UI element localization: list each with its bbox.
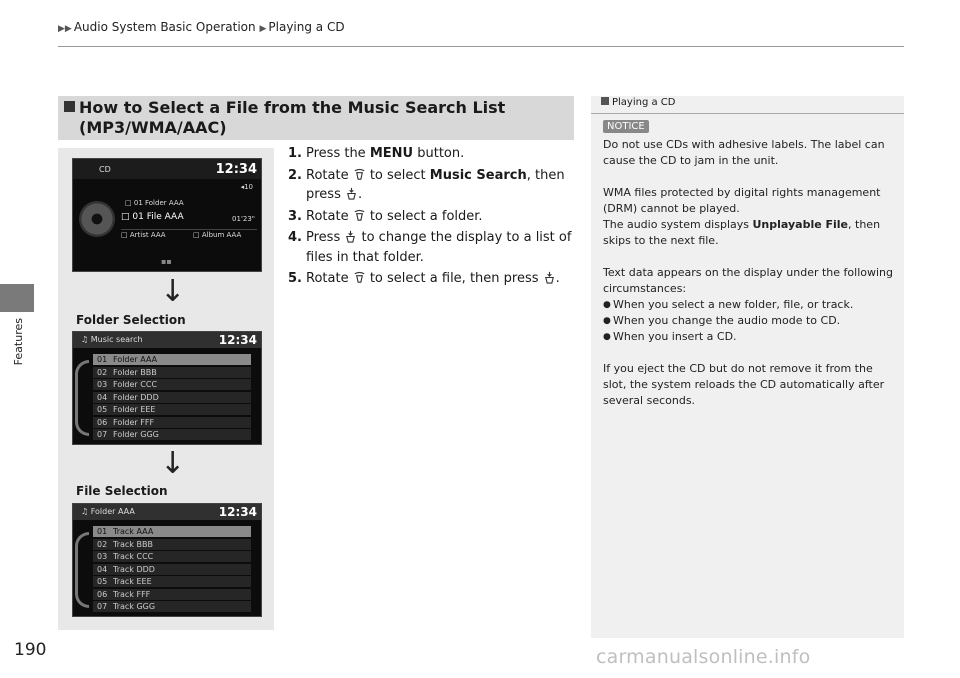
item-number: 02 xyxy=(97,539,108,549)
list-item[interactable] xyxy=(93,404,251,415)
step-text: files in that folder. xyxy=(306,249,424,265)
step-5 xyxy=(288,269,578,289)
note-paragraph: Do not use CDs with adhesive labels. The label can cause the CD to jam in the unit. xyxy=(603,138,885,167)
unplayable-file-label: Unplayable File xyxy=(752,218,849,231)
album-line xyxy=(193,231,241,239)
list-item[interactable] xyxy=(93,589,251,600)
artist-icon: □ xyxy=(121,231,128,239)
item-label: Folder AAA xyxy=(113,355,158,364)
folder-line xyxy=(125,199,184,207)
track-time: 01'23" xyxy=(232,215,255,223)
track-list-screen xyxy=(72,503,262,617)
rotate-knob-icon xyxy=(353,209,366,222)
folder-selection-caption: Folder Selection xyxy=(76,313,186,327)
screen-title xyxy=(81,335,143,344)
rotate-knob-icon xyxy=(353,271,366,284)
file-line xyxy=(121,212,184,222)
folder-name: 01 Folder AAA xyxy=(133,199,184,207)
step-text: Press the xyxy=(306,146,370,161)
file-selection-caption: File Selection xyxy=(76,484,168,498)
rotate-knob-icon xyxy=(353,168,366,181)
step-text: Press xyxy=(306,230,345,245)
item-number: 06 xyxy=(97,589,108,599)
page-number: 190 xyxy=(14,640,47,660)
note-paragraph: Text data appears on the display under the following circumstances: xyxy=(603,266,893,295)
step-number: 4. xyxy=(288,230,302,245)
album-name: Album AAA xyxy=(201,231,242,239)
volume-level: 10 xyxy=(244,183,253,191)
header-divider xyxy=(58,46,904,47)
item-label: Folder CCC xyxy=(113,380,158,389)
breadcrumb-item[interactable]: Audio System Basic Operation xyxy=(73,20,256,34)
scroll-arc xyxy=(75,360,89,436)
menu-button-label: MENU xyxy=(369,146,414,161)
item-label: Track CCC xyxy=(113,552,154,561)
list-item[interactable] xyxy=(93,539,251,550)
cd-playback-screen xyxy=(72,158,262,272)
item-label: Track FFF xyxy=(113,589,151,599)
item-number: 03 xyxy=(97,552,108,561)
volume-indicator: ◂10 xyxy=(240,183,253,191)
note-heading-text: Playing a CD xyxy=(612,97,676,108)
notice-badge: NOTICE xyxy=(603,120,649,133)
section-title-line2: (MP3/WMA/AAC) xyxy=(79,118,227,137)
list-item[interactable] xyxy=(93,564,251,575)
item-label: Track EEE xyxy=(113,577,152,586)
step-number: 5. xyxy=(288,271,302,286)
list-item[interactable] xyxy=(93,367,251,378)
chapter-tab-marker xyxy=(0,284,34,312)
source-label: CD xyxy=(99,165,111,174)
breadcrumb-arrow-icon: ▶ xyxy=(259,24,267,34)
list-item[interactable] xyxy=(93,601,251,612)
item-number: 01 xyxy=(97,355,108,364)
down-arrow-icon: ↓ xyxy=(160,446,186,481)
file-name: 01 File AAA xyxy=(132,212,184,222)
item-number: 05 xyxy=(97,405,108,414)
item-label: Folder FFF xyxy=(113,417,155,427)
item-number: 01 xyxy=(97,527,108,536)
disc-icon xyxy=(79,201,115,237)
step-text: Rotate xyxy=(306,167,353,183)
list-item[interactable] xyxy=(93,379,251,390)
item-number: 03 xyxy=(97,380,108,389)
press-knob-icon xyxy=(345,187,358,200)
step-text: press xyxy=(306,187,345,202)
scroll-arc xyxy=(75,532,89,608)
instruction-steps xyxy=(288,144,578,291)
music-search-icon: ▪▪ xyxy=(161,257,172,266)
step-number: 2. xyxy=(288,167,302,183)
note-text: The audio system displays xyxy=(603,218,753,231)
note-text: , then skips to the next file. xyxy=(603,218,881,247)
screen-title xyxy=(81,507,135,516)
list-item[interactable] xyxy=(93,417,251,428)
artist-line xyxy=(121,231,166,239)
item-number: 06 xyxy=(97,417,108,427)
press-knob-icon xyxy=(543,271,556,284)
note-paragraph: WMA files protected by digital rights management (DRM) cannot be played. xyxy=(603,186,881,215)
step-text: button. xyxy=(413,146,465,161)
down-arrow-icon: ↓ xyxy=(160,274,186,309)
item-label: Folder BBB xyxy=(113,367,157,377)
step-number: 1. xyxy=(288,146,302,161)
note-bullet: ● When you insert a CD. xyxy=(603,329,899,345)
item-label: Folder EEE xyxy=(113,405,156,414)
folder-list xyxy=(93,354,251,442)
chapter-tab-label: Features xyxy=(12,318,25,366)
step-number: 3. xyxy=(288,208,302,224)
step-3 xyxy=(288,207,578,227)
step-text: Rotate xyxy=(306,271,353,286)
artist-name: Artist AAA xyxy=(129,231,166,239)
item-label: Track GGG xyxy=(113,602,156,611)
step-text: , then xyxy=(526,167,565,183)
press-knob-icon xyxy=(344,230,357,243)
item-number: 07 xyxy=(97,602,108,611)
item-number: 02 xyxy=(97,367,108,377)
step-text: to change the display to a list of xyxy=(357,230,572,245)
section-heading xyxy=(58,96,574,140)
list-item[interactable] xyxy=(93,429,251,440)
note-body xyxy=(603,137,899,425)
album-icon: □ xyxy=(193,231,200,239)
note-paragraph: If you eject the CD but do not remove it from the slot, the system reloads the CD automatically after several seconds. xyxy=(603,362,885,407)
music-note-icon: ♫ xyxy=(81,507,89,516)
item-number: 04 xyxy=(97,392,108,402)
step-text: to select a folder. xyxy=(365,208,483,224)
note-bullet: ● When you select a new folder, file, or track. xyxy=(603,297,899,313)
note-marker-icon xyxy=(601,97,609,105)
step-text: to select xyxy=(365,167,430,183)
item-label: Folder GGG xyxy=(113,430,159,439)
side-note-panel xyxy=(591,96,904,638)
item-label: Track AAA xyxy=(113,527,154,536)
note-bullet: ● When you change the audio mode to CD. xyxy=(603,313,899,329)
music-note-icon: ♫ xyxy=(81,335,89,344)
item-label: Folder DDD xyxy=(113,392,159,402)
list-item[interactable] xyxy=(93,392,251,403)
list-item[interactable] xyxy=(93,526,251,537)
heading-square-icon xyxy=(64,101,75,112)
list-item[interactable] xyxy=(93,576,251,587)
step-text: to select a file, then press xyxy=(365,271,543,286)
folder-list-screen xyxy=(72,331,262,445)
item-label: Track BBB xyxy=(113,539,153,549)
section-title-line1: How to Select a File from the Music Search List xyxy=(79,98,506,117)
breadcrumb xyxy=(58,20,345,34)
step-1 xyxy=(288,144,578,164)
breadcrumb-item[interactable]: Playing a CD xyxy=(268,20,345,34)
note-divider xyxy=(591,113,904,114)
clock: 12:34 xyxy=(215,162,257,177)
item-number: 07 xyxy=(97,430,108,439)
item-number: 04 xyxy=(97,564,108,574)
clock: 12:34 xyxy=(218,333,257,347)
folder-icon: □ xyxy=(125,199,132,207)
breadcrumb-arrow-icon: ▶▶ xyxy=(58,24,72,34)
item-number: 05 xyxy=(97,577,108,586)
list-item[interactable] xyxy=(93,551,251,562)
screen-title-text: Folder AAA xyxy=(90,507,135,516)
step-4 xyxy=(288,228,578,267)
screen-title-text: Music search xyxy=(90,335,143,344)
note-paragraph xyxy=(603,217,899,249)
list-item[interactable] xyxy=(93,354,251,365)
music-search-label: Music Search xyxy=(429,167,527,183)
step-text: . xyxy=(555,271,560,286)
step-text: . xyxy=(358,187,363,202)
item-label: Track DDD xyxy=(113,564,155,574)
track-list xyxy=(93,526,251,614)
clock: 12:34 xyxy=(218,505,257,519)
file-icon: □ xyxy=(121,212,130,222)
divider xyxy=(121,229,257,230)
step-text: Rotate xyxy=(306,208,353,224)
watermark: carmanualsonline.info xyxy=(596,646,811,668)
note-heading xyxy=(591,96,904,112)
step-2 xyxy=(288,166,578,205)
